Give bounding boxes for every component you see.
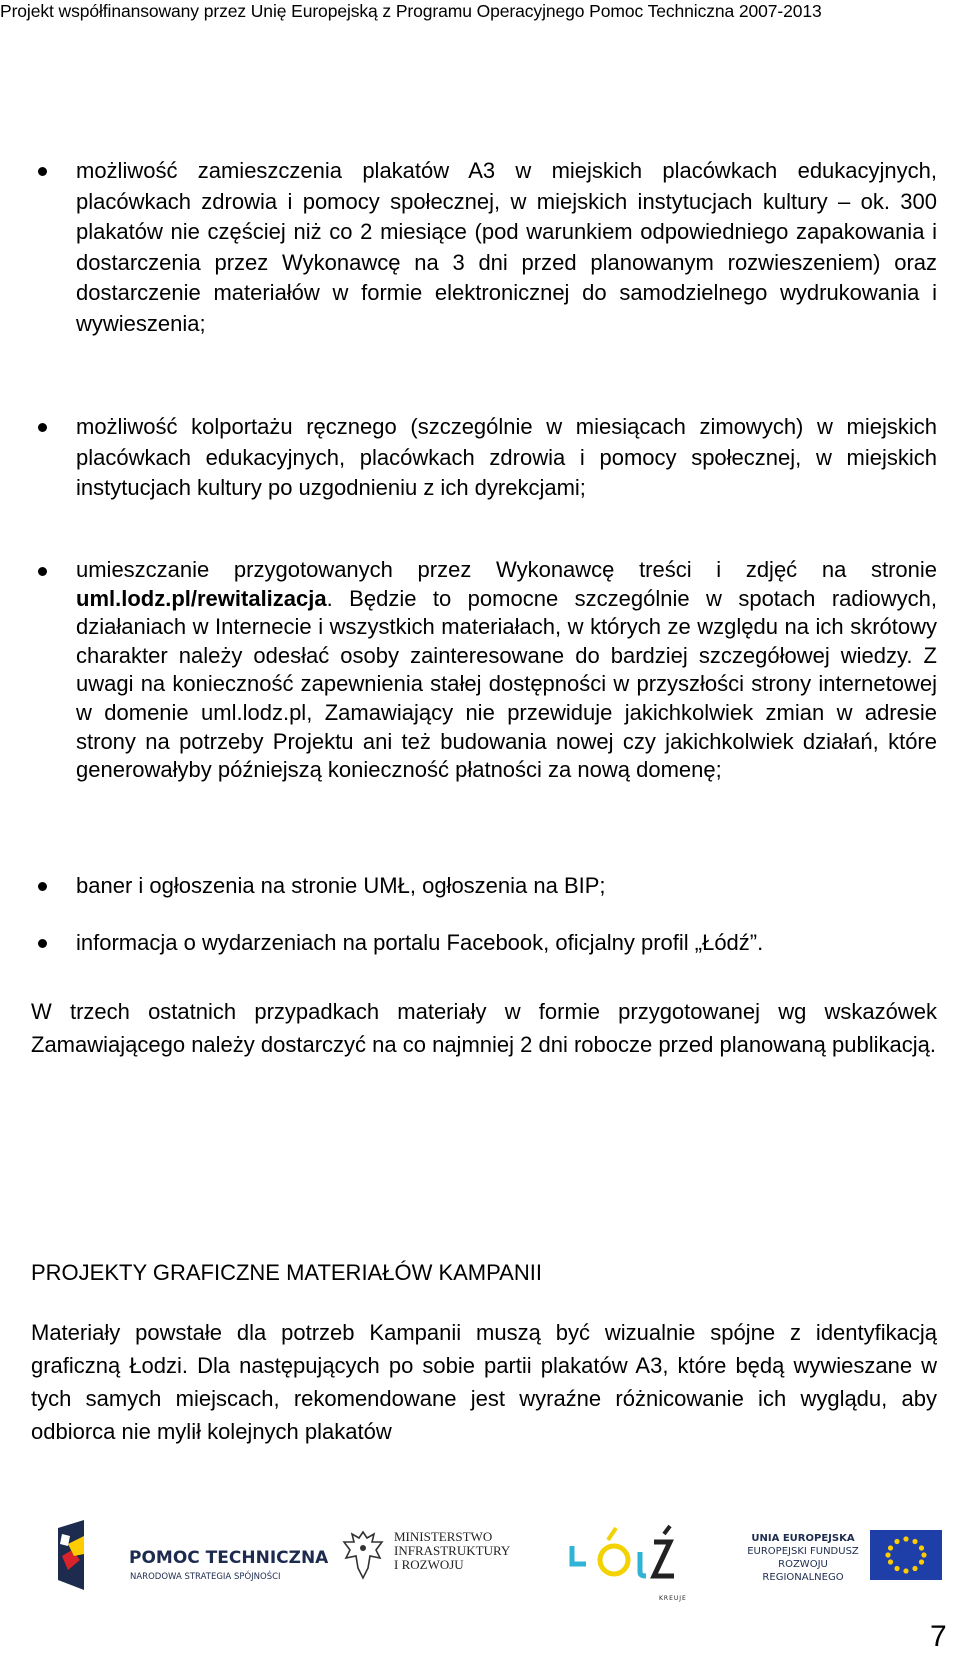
page-number: 7 bbox=[930, 1620, 947, 1653]
section-heading: PROJEKTY GRAFICZNE MATERIAŁÓW KAMPANII bbox=[31, 1260, 542, 1285]
pomoc-title: POMOC TECHNICZNA bbox=[129, 1548, 329, 1568]
list-item-text: możliwość kolportażu ręcznego (szczególnie w miesiącach zimowych) w miejskich placówkach edukacyjnych, placówkach zdrowia i pomocy społecznej, w miejskich instytucjach kultury po uzgodnieniu z ich dyrekcjami; bbox=[76, 414, 937, 500]
pomoc-techniczna-logo bbox=[54, 1520, 329, 1590]
bullet-dot-icon bbox=[38, 423, 47, 432]
list-item-text: umieszczanie przygotowanych przez Wykonawcę treści i zdjęć na stronie uml.lodz.pl/rewitalizacja. Będzie to pomocne szczególnie w spotach radiowych, działaniach w Internecie i wszystkich materiałach, w których ze względu na ich skrótowy charakter należy odesłać osoby zainteresowane do bardziej szczegółowej wiedzy. Z uwagi na konieczność zapewnienia stałej dostępności w przyszłości strony internetowej w domenie uml.lodz.pl, Zamawiający nie przewiduje jakichkolwiek zmian w adresie strony na potrzeby Projektu ani też budowania nowej czy jakichkolwiek działań, które generowałyby późniejszą konieczność płatności za nową domenę; bbox=[76, 557, 937, 783]
rewitalizacja-link[interactable]: uml.lodz.pl/rewitalizacja bbox=[76, 585, 327, 611]
ministry-logo bbox=[340, 1528, 520, 1588]
paragraph-graphics: Materiały powstałe dla potrzeb Kampanii muszą być wizualnie spójne z identyfikacją graficzną Łodzi. Dla następujących po sobie partii plakatów A3, które będą wywieszane w tych samych miejscach, rekomendowane jest wyraźne różnicowanie ich wyglądu, aby odbiorca nie mylił kolejnych plakatów bbox=[31, 1320, 937, 1444]
lodz-logo bbox=[568, 1522, 688, 1602]
lodz-kreuje-icon bbox=[568, 1522, 688, 1598]
list-item-text: informacja o wydarzeniach na portalu Facebook, oficjalny profil „Łódź”. bbox=[76, 930, 764, 955]
eu-flag-icon bbox=[870, 1530, 942, 1580]
bullet-dot-icon bbox=[38, 167, 47, 176]
list-item bbox=[76, 928, 937, 959]
pomoc-subtitle: NARODOWA STRATEGIA SPÓJNOŚCI bbox=[130, 1572, 281, 1582]
paragraph-delivery: W trzech ostatnich przypadkach materiały w formie przygotowanej wg wskazówek Zamawiającego należy dostarczyć na co najmniej 2 dni robocze przed planowaną publikacją. bbox=[31, 999, 937, 1057]
bullet-dot-icon bbox=[38, 567, 47, 576]
project-header: Projekt współfinansowany przez Unię Europejską z Programu Operacyjnego Pomoc Techniczna 2007-2013 bbox=[0, 1, 822, 21]
footer-logos bbox=[0, 1510, 960, 1600]
lodz-subtitle: KREUJE bbox=[659, 1595, 687, 1602]
pomoc-techniczna-icon bbox=[54, 1520, 124, 1590]
eagle-emblem-icon bbox=[340, 1528, 386, 1582]
eu-text: UNIA EUROPEJSKA EUROPEJSKI FUNDUSZ ROZWOJU REGIONALNEGO bbox=[747, 1533, 859, 1583]
list-item bbox=[76, 412, 937, 504]
list-item bbox=[76, 556, 937, 785]
ministry-name: MINISTERSTWO INFRASTRUKTURY I ROZWOJU bbox=[394, 1529, 511, 1572]
eu-logo bbox=[742, 1532, 942, 1592]
bullet-dot-icon bbox=[38, 882, 47, 891]
bullet-dot-icon bbox=[38, 939, 47, 948]
list-item-text: baner i ogłoszenia na stronie UMŁ, ogłoszenia na BIP; bbox=[76, 873, 606, 898]
list-item bbox=[76, 871, 937, 902]
list-item bbox=[76, 156, 937, 339]
list-item-text: możliwość zamieszczenia plakatów A3 w miejskich placówkach edukacyjnych, placówkach zdrowia i pomocy społecznej, w miejskich instytucjach kultury – ok. 300 plakatów nie częściej niż co 2 miesiące (pod warunkiem odpowiedniego zapakowania i dostarczenia przez Wykonawcę na 3 dni przed planowanym rozwieszeniem) oraz dostarczenie materiałów w formie elektronicznej do samodzielnego wydrukowania i wywieszenia; bbox=[76, 158, 937, 336]
